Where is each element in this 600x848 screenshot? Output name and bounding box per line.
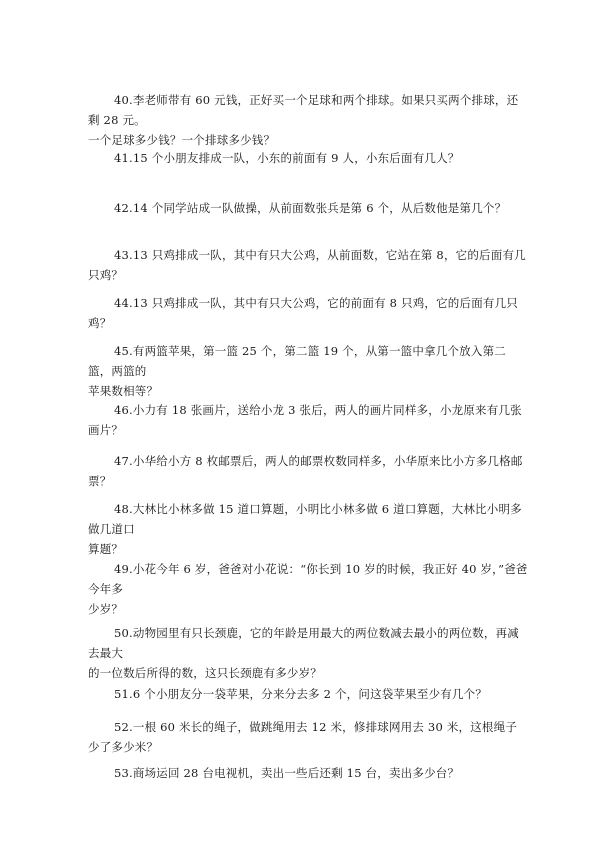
question-40 — [88, 90, 528, 150]
question-49 — [88, 559, 528, 619]
question-48 — [88, 499, 528, 559]
question-50 — [88, 623, 528, 683]
question-51 — [88, 684, 528, 704]
question-52 — [88, 717, 528, 757]
question-53 — [88, 763, 528, 783]
question-line: 46.小力有 18 张画片，送给小龙 3 张后，两人的画片同样多，小龙原来有几张画片？ — [88, 403, 522, 437]
question-47 — [88, 451, 528, 491]
question-41 — [88, 148, 528, 168]
question-line: 41.15 个小朋友排成一队，小东的前面有 9 人，小东后面有几人？ — [114, 151, 460, 165]
question-line: 50.动物园里有只长颈鹿，它的年龄是用最大的两位数减去最小的两位数，再减去最大 — [88, 626, 519, 660]
question-line-continued: 苹果数相等？ — [88, 384, 159, 398]
question-46 — [88, 400, 528, 440]
question-line-continued: 算题？ — [88, 542, 124, 556]
question-line: 52.一根 60 米长的绳子，做跳绳用去 12 米，修排球网用去 30 米，这根绳子少了多少米？ — [88, 720, 518, 754]
question-43 — [88, 245, 528, 285]
question-line: 47.小华给小方 8 枚邮票后，两人的邮票枚数同样多，小华原来比小方多几格邮票？ — [88, 454, 523, 488]
question-line: 42.14 个同学站成一队做操，从前面数张兵是第 6 个，从后数他是第几个？ — [114, 201, 507, 215]
question-line: 53.商场运回 28 台电视机，卖出一些后还剩 15 台，卖出多少台？ — [114, 766, 460, 780]
question-line: 43.13 只鸡排成一队，其中有只大公鸡，从前面数，它站在第 8，它的后面有几只鸡？ — [88, 248, 526, 282]
question-line: 44.13 只鸡排成一队，其中有只大公鸡，它的前面有 8 只鸡，它的后面有几只鸡？ — [88, 296, 519, 330]
question-line-continued: 的一位数后所得的数，这只长颈鹿有多少岁？ — [88, 666, 322, 680]
question-45 — [88, 341, 528, 401]
question-42 — [88, 198, 528, 218]
question-44 — [88, 293, 528, 333]
question-line-continued: 一个足球多少钱？一个排球多少钱？ — [88, 133, 276, 147]
question-line: 49.小花今年 6 岁，爸爸对小花说：“你长到 10 岁的时候，我正好 40 岁，”爸爸今年多 — [88, 562, 528, 596]
question-line: 40.李老师带有 60 元钱，正好买一个足球和两个排球。如果只买两个排球，还剩 28 元。 — [88, 93, 519, 127]
question-line: 48.大林比小林多做 15 道口算题，小明比小林多做 6 道口算题，大林比小明多做几道口 — [88, 502, 522, 536]
question-line: 51.6 个小朋友分一袋苹果，分来分去多 2 个，问这袋苹果至少有几个？ — [114, 687, 488, 701]
question-line: 45.有两篮苹果，第一篮 25 个，第二篮 19 个，从第一篮中拿几个放入第二篮，两篮的 — [88, 344, 506, 378]
question-line-continued: 少岁？ — [88, 602, 124, 616]
